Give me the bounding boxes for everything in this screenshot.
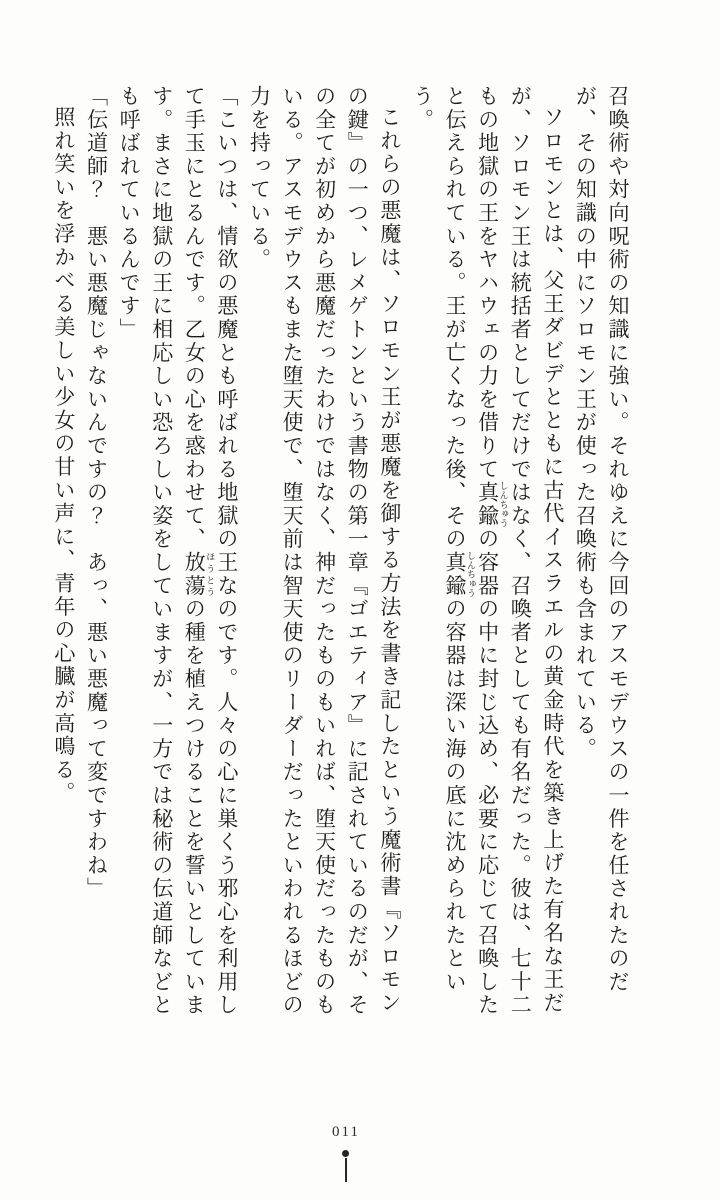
ruby-annotated-word: 放蕩 ほうとう: [182, 551, 216, 598]
paragraph: 照れ笑いを浮かべる美しい少女の甘い声に、青年の心臓が高鳴る。: [51, 106, 76, 805]
paragraph: 「こいつは、情欲の悪魔とも呼ばれる地獄の王なのです。人々の心に巣くう邪心を利用して手玉にとるんです。乙女の心を惑わせて、放蕩 ほうとうの種を植えつけることを誓いとしています。まさに地獄の王に相応しい恐ろしい姿をしていますが、一方では秘術の伝道師などとも呼ばれているんです」: [117, 85, 239, 1018]
page-footer: [332, 1124, 360, 1182]
paragraph: 「伝道師？ 悪い悪魔じゃないんですの？ あっ、悪い悪魔って変ですわね」: [84, 85, 109, 901]
paragraph: ソロモンとは、父王ダビデとともに古代イスラエルの黄金時代を築き上げた有名な王だが、ソロモン王は統括者としてだけではなく、召喚者としても有名だった。彼は、七十二もの地獄の王をヤハウェの力を借りて真鍮 しんちゅうの容器の中に封じ込め、必要に応じて召喚したと伝えられている。王が亡くなった後、その真鍮 しんちゅうの容器は深い海の底に沈められたという。: [410, 85, 565, 1018]
footer-dot-ornament: [342, 1150, 349, 1157]
paragraph: これらの悪魔は、ソロモン王が悪魔を御する方法を書き記したという魔術書『ソロモンの鍵』の一つ、レメゲトンという書物の第一章『ゴエティア』に記されているのだが、その全てが初めから悪魔だったわけではなく、神だったものもいれば、堕天使だったものもいる。アスモデウスもまた堕天使で、堕天前は智天使のリーダーだったといわれるほどの力を持っている。: [247, 85, 402, 1017]
ruby-annotated-word: 真鍮 しんちゅう: [475, 481, 509, 528]
page-text-block: [51, 85, 634, 1023]
page-number: 011: [332, 1124, 360, 1140]
paragraph: 召喚術や対向呪術の知識に強い。それゆえに今回のアスモデウスの一件を任されたのだが、その知識の中にソロモン王が使った召喚術も含まれている。: [573, 85, 630, 994]
footer-line-ornament: [345, 1158, 347, 1182]
ruby-annotated-word: 真鍮 しんちゅう: [443, 551, 477, 598]
